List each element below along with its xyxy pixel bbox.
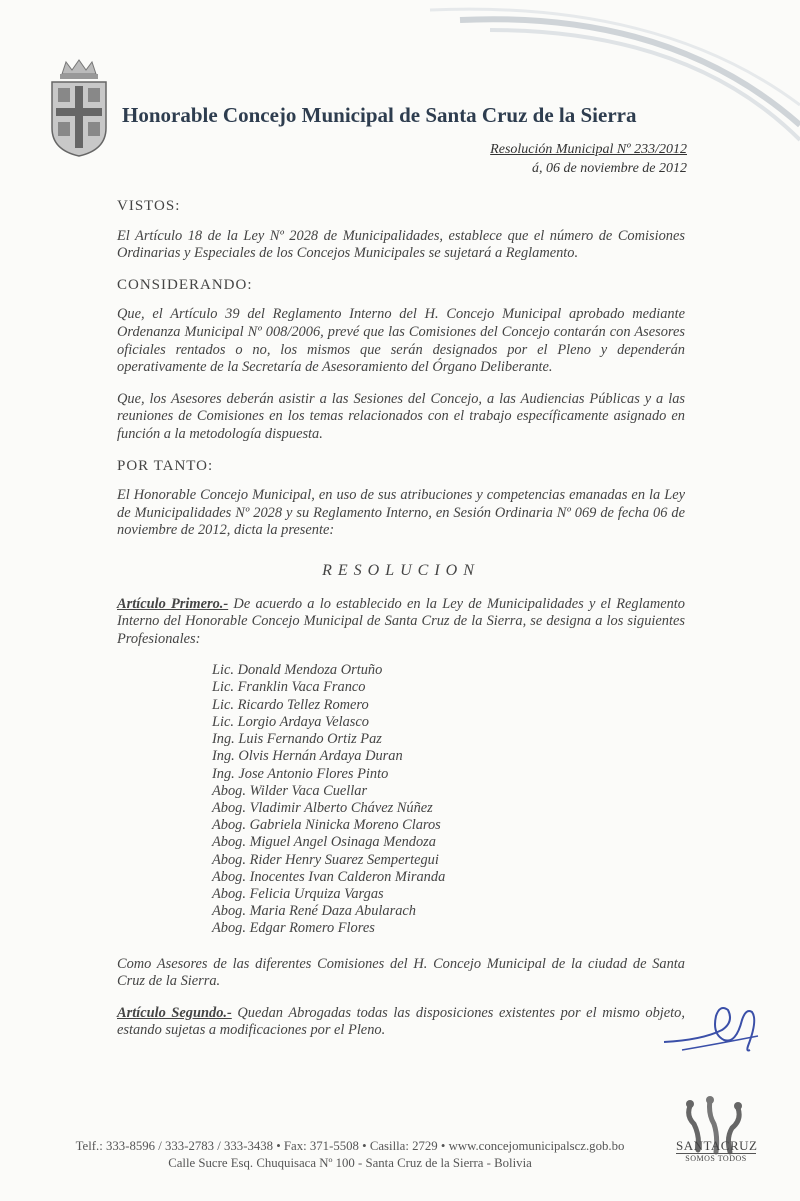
resolution-date: á, 06 de noviembre de 2012 (532, 161, 687, 176)
list-item: Abog. Gabriela Ninicka Moreno Claros (212, 817, 441, 834)
coat-of-arms-icon (44, 58, 114, 158)
logo-text-santacruz: SANTACRUZ (676, 1138, 758, 1153)
por-tanto-heading: POR TANTO: (117, 457, 214, 474)
articulo-primero-closing: Como Asesores de las diferentes Comisiones del H. Concejo Municipal de la ciudad de Santa Cruz de la Sierra. (117, 955, 685, 990)
list-item: Abog. Inocentes Ivan Calderon Miranda (212, 868, 446, 885)
list-item: Abog. Edgar Romero Flores (212, 920, 375, 937)
list-item: Abog. Wilder Vaca Cuellar (212, 782, 368, 799)
list-item: Lic. Franklin Vaca Franco (212, 679, 366, 696)
vistos-heading: VISTOS: (117, 198, 181, 214)
list-item: Abog. Maria René Daza Abularach (212, 903, 416, 920)
resolution-number: Resolución Municipal Nº 233/2012 (490, 142, 687, 157)
list-item: Abog. Miguel Angel Osinaga Mendoza (212, 834, 436, 851)
signature-icon (662, 1000, 772, 1060)
list-item: Ing. Olvis Hernán Ardaya Duran (212, 748, 403, 765)
articulo-segundo-text: Quedan Abrogadas todas las disposiciones existentes por el mismo objeto, estando sujetas a modificaciones por el Pleno. (117, 1004, 685, 1039)
list-item: Ing. Jose Antonio Flores Pinto (212, 765, 389, 782)
considerando-paragraph-2: Que, los Asesores deberán asistir a las Sesiones del Concejo, a las Audiencias Públicas y a las reuniones de Comisiones en los temas relacionados con el trabajo específicamente asignado en función a la metodología dispuesta. (117, 390, 685, 442)
organization-name: Honorable Concejo Municipal de Santa Cruz de la Sierra (122, 103, 637, 127)
designated-professionals-list (212, 662, 685, 937)
considerando-heading: CONSIDERANDO: (117, 276, 253, 293)
list-item: Abog. Felicia Urquiza Vargas (212, 885, 384, 902)
considerando-paragraph-1: Que, el Artículo 39 del Reglamento Interno del H. Concejo Municipal aprobado mediante Ordenanza Municipal Nº 008/2006, prevé que las Comisiones del Concejo contarán con Asesores oficiales rentados o no, los mismos que serán designados por el Pleno y dependerán operativamente de la Secretaría de Asesoramiento del Órgano Deliberante. (117, 306, 685, 376)
list-item: Abog. Vladimir Alberto Chávez Núñez (212, 799, 433, 816)
por-tanto-paragraph: El Honorable Concejo Municipal, en uso de sus atribuciones y competencias emanadas en la Ley de Municipalidades Nº 2028 y su Reglamento Interno, en Sesión Ordinaria Nº 069 de fecha 06 de noviembre de 2012, dicta la presente: (117, 487, 685, 539)
articulo-segundo (117, 1005, 685, 1040)
list-item: Lic. Lorgio Ardaya Velasco (212, 713, 369, 730)
resolucion-title: RESOLUCION (322, 561, 480, 579)
list-item: Abog. Rider Henry Suarez Sempertegui (212, 851, 439, 868)
document-body (117, 198, 685, 1054)
footer-address-line: Calle Sucre Esq. Chuquisaca Nº 100 - Santa Cruz de la Sierra - Bolivia (168, 1156, 532, 1170)
articulo-primero-label: Artículo Primero.- (117, 595, 229, 612)
logo-text-somos-todos: SOMOS TODOS (676, 1153, 756, 1163)
footer-contact-line: Telf.: 333-8596 / 333-2783 / 333-3438 • Fax: 371-5508 • Casilla: 2729 • www.concejomunicipalscz.gob.bo (75, 1139, 625, 1153)
list-item: Ing. Luis Fernando Ortiz Paz (212, 731, 382, 748)
articulo-primero (117, 596, 685, 649)
vistos-paragraph: El Artículo 18 de la Ley Nº 2028 de Municipalidades, establece que el número de Comisiones Ordinarias y Especiales de los Concejos Municipales se sujetará a Reglamento. (117, 227, 685, 262)
list-item: Lic. Ricardo Tellez Romero (212, 696, 369, 713)
articulo-segundo-label: Artículo Segundo.- (117, 1004, 232, 1021)
list-item: Lic. Donald Mendoza Ortuño (212, 662, 383, 679)
articulo-primero-text: De acuerdo a lo establecido en la Ley de Municipalidades y el Reglamento Interno del Honorable Concejo Municipal de Santa Cruz de la Sierra, se designa a los siguientes Profesionales: (117, 595, 685, 647)
